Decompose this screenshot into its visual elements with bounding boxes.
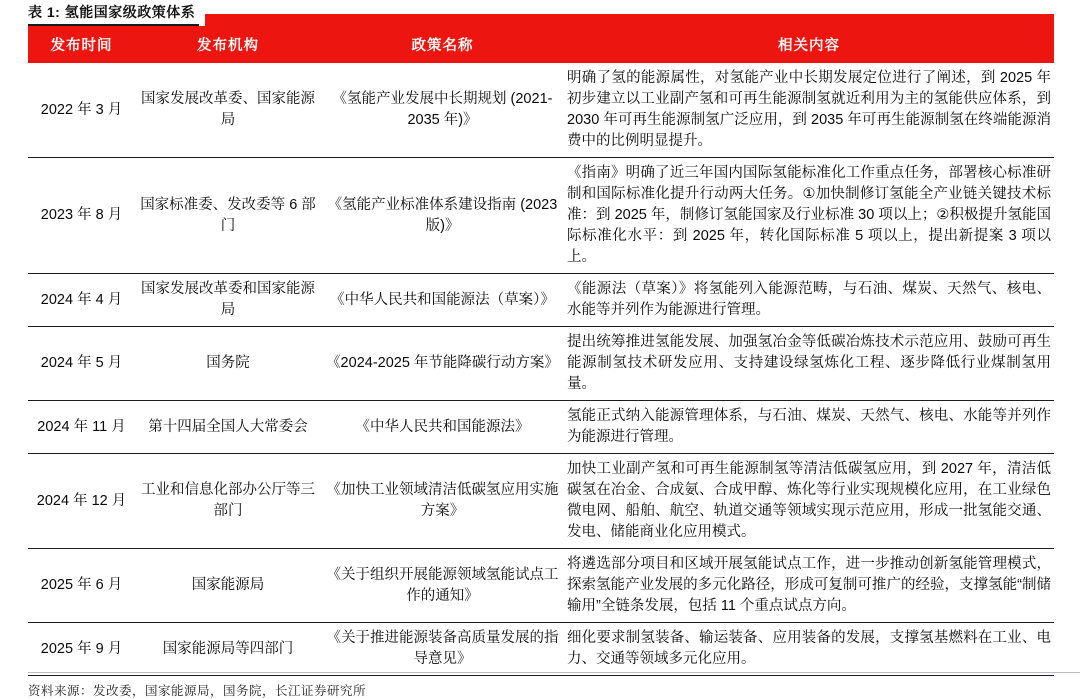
policy-name: 《氢能产业发展中长期规划 (2021-2035 年)》	[321, 63, 564, 158]
publish-agency: 国务院	[135, 327, 321, 401]
related-content: 提出统筹推进氢能发展、加强氢冶金等低碳冶炼技术示范应用、鼓励可再生能源制氢技术研发应用、支持建设绿氢炼化工程、逐步降低行业煤制氢用量。	[564, 327, 1054, 401]
policy-table	[28, 26, 1054, 676]
publish-date: 2024 年 5 月	[28, 327, 135, 401]
related-content: 《指南》明确了近三年国内国际氢能标准化工作重点任务，部署核心标准研制和国际标准化提升行动两大任务。①加快制修订氢能全产业链关键技术标准：到 2025 年，制修订氢能国家及行业标准 30 项以上；②积极提升氢能国际标准化水平：到 2025 年，转化国际标准 5 项以上，提出新提案 3 项以上。	[564, 158, 1054, 274]
table-row	[28, 274, 1054, 327]
publish-date: 2023 年 8 月	[28, 158, 135, 274]
column-header-related-content: 相关内容	[564, 26, 1054, 63]
publish-date: 2024 年 11 月	[28, 401, 135, 454]
table-row	[28, 327, 1054, 401]
column-header-publish-date: 发布时间	[28, 26, 135, 63]
publish-date: 2025 年 6 月	[28, 549, 135, 623]
related-content: 细化要求制氢装备、输运装备、应用装备的发展，支撑氢基燃料在工业、电力、交通等领域多元化应用。	[564, 623, 1054, 676]
publish-agency: 国家能源局等四部门	[135, 623, 321, 676]
publish-agency: 国家能源局	[135, 549, 321, 623]
publish-date: 2025 年 9 月	[28, 623, 135, 676]
column-header-publish-agency: 发布机构	[135, 26, 321, 63]
policy-name: 《中华人民共和国能源法》	[321, 401, 564, 454]
publish-date: 2024 年 4 月	[28, 274, 135, 327]
publish-agency: 第十四届全国人大常委会	[135, 401, 321, 454]
related-content: 加快工业副产氢和可再生能源制氢等清洁低碳氢应用，到 2027 年，清洁低碳氢在冶金、合成氨、合成甲醇、炼化等行业实现规模化应用，在工业绿色微电网、船舶、航空、轨道交通等领域实现示范应用，形成一批氢能交通、发电、储能商业化应用模式。	[564, 454, 1054, 549]
policy-name: 《中华人民共和国能源法（草案）》	[321, 274, 564, 327]
policy-name: 《2024-2025 年节能降碳行动方案》	[321, 327, 564, 401]
related-content: 《能源法（草案）》将氢能列入能源范畴，与石油、煤炭、天然气、核电、水能等并列作为能源进行管理。	[564, 274, 1054, 327]
title-red-rule	[205, 14, 1054, 26]
related-content: 氢能正式纳入能源管理体系，与石油、煤炭、天然气、核电、水能等并列作为能源进行管理。	[564, 401, 1054, 454]
table-row	[28, 623, 1054, 676]
table-row	[28, 158, 1054, 274]
publish-agency: 国家发展改革委、国家能源局	[135, 63, 321, 158]
policy-name: 《氢能产业标准体系建设指南 (2023 版)》	[321, 158, 564, 274]
related-content: 将遴选部分项目和区域开展氢能试点工作，进一步推动创新氢能管理模式，探索氢能产业发展的多元化路径，形成可复制可推广的经验，支撑氢能“制储输用”全链条发展，包括 11 个重点试点方向。	[564, 549, 1054, 623]
table-title: 表 1: 氢能国家级政策体系	[28, 2, 199, 26]
table-header	[28, 26, 1054, 63]
policy-name: 《加快工业领域清洁低碳氢应用实施方案》	[321, 454, 564, 549]
related-content: 明确了氢的能源属性，对氢能产业中长期发展定位进行了阐述，到 2025 年初步建立以工业副产氢和可再生能源制氢就近利用为主的氢能供应体系，到 2030 年可再生能源制氢广泛应用，到 2035 年可再生能源制氢在终端能源消费中的比例明显提升。	[564, 63, 1054, 158]
column-header-policy-name: 政策名称	[321, 26, 564, 63]
publish-agency: 国家发展改革委和国家能源局	[135, 274, 321, 327]
table-row	[28, 454, 1054, 549]
page-bottom-divider	[28, 672, 1080, 673]
policy-name: 《关于推进能源装备高质量发展的指导意见》	[321, 623, 564, 676]
table-row	[28, 401, 1054, 454]
publish-agency: 工业和信息化部办公厅等三部门	[135, 454, 321, 549]
policy-name: 《关于组织开展能源领域氢能试点工作的通知》	[321, 549, 564, 623]
table-row	[28, 549, 1054, 623]
publish-date: 2022 年 3 月	[28, 63, 135, 158]
publish-agency: 国家标准委、发改委等 6 部门	[135, 158, 321, 274]
table-title-row	[28, 5, 1054, 26]
table-row	[28, 63, 1054, 158]
data-source-note: 资料来源：发改委，国家能源局，国务院，长江证券研究所	[28, 684, 367, 698]
publish-date: 2024 年 12 月	[28, 454, 135, 549]
